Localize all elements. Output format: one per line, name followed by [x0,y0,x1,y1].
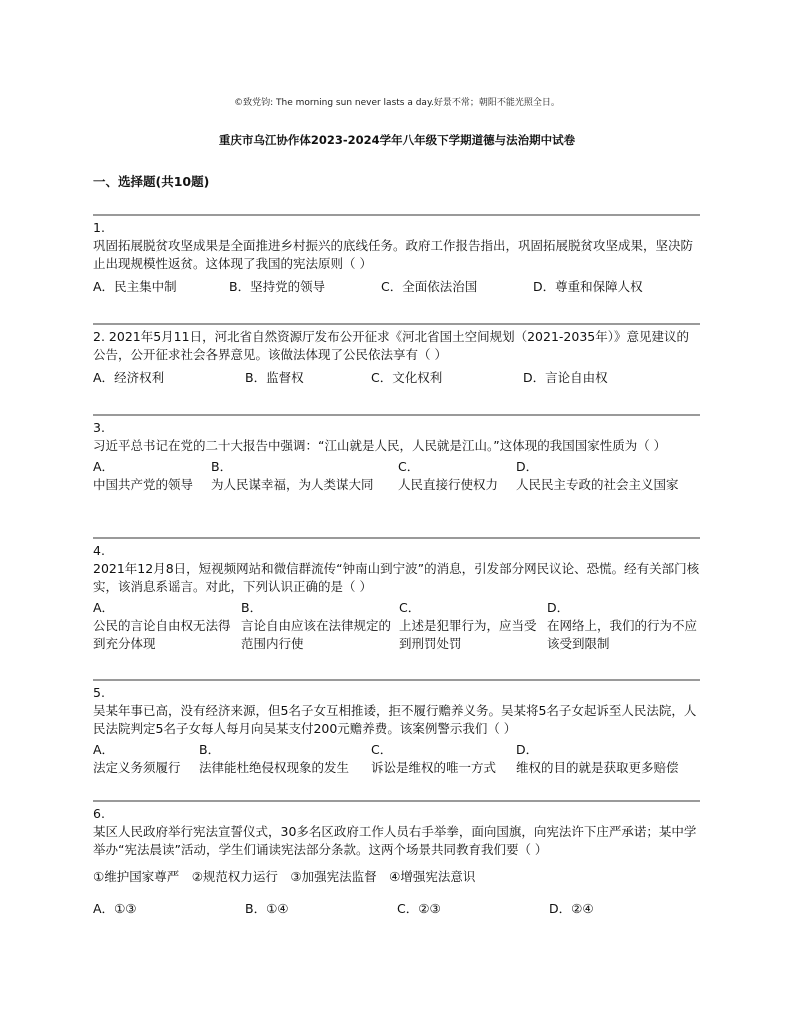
option-letter: A． [93,279,115,294]
option-text: ②③ [418,901,441,916]
question-4 [93,537,700,653]
option-text: ②④ [571,901,594,916]
question-number: 3. [93,420,105,435]
option-d[interactable] [516,458,698,494]
option-c[interactable] [397,900,549,918]
option-text: 民主集中制 [114,279,177,294]
motto-line: ©致党钧: The morning sun never lasts a day.好景不常；朝阳不能光照全日。 [234,98,560,108]
option-text: 在网络上，我们的行为不应该受到限制 [547,618,698,651]
option-c[interactable] [399,599,547,653]
option-b[interactable] [245,369,371,387]
option-letter: B． [199,742,221,757]
option-b[interactable] [211,458,398,494]
option-letter: B． [211,459,233,474]
option-letter: D． [547,600,570,615]
question-number: 4. [93,543,105,558]
option-letter: A． [93,370,115,385]
option-text: 公民的言论自由权无法得到充分体现 [93,618,231,651]
option-text: 法定义务须履行 [93,760,181,775]
question-stem: 2. 2021年5月11日，河北省自然资源厅发布公开征求《河北省国土空间规划（2021-2035年）》意见建议的公告，公开征求社会各界意见。该做法体现了公民依法享有（ ） [93,329,689,362]
question-stem: 习近平总书记在党的二十大报告中强调：“江山就是人民，人民就是江山。”这体现的我国国家性质为（ ） [93,438,667,453]
option-b[interactable] [241,599,399,653]
option-d[interactable] [547,599,699,653]
option-a[interactable] [93,599,241,653]
question-stem: 某区人民政府举行宪法宣誓仪式，30多名区政府工作人员右手举拳，面向国旗，向宪法许下庄严承诺；某中学举办“宪法晨读”活动，学生们诵读宪法部分条款。这两个场景共同教育我们要（ ） [93,824,697,857]
option-letter: B． [241,600,263,615]
option-text: 中国共产党的领导 [93,477,194,492]
question-6 [93,800,700,918]
option-letter: A． [93,901,115,916]
option-c[interactable] [371,369,523,387]
option-a[interactable] [93,458,211,494]
option-a[interactable] [93,900,245,918]
option-text: 人民民主专政的社会主义国家 [516,477,679,492]
option-letter: D． [516,742,539,757]
option-letter: C． [399,600,421,615]
option-text: 言论自由应该在法律规定的范围内行使 [241,618,392,651]
question-stem: 吴某年事已高，没有经济来源，但5名子女互相推诿，拒不履行赡养义务。吴某将5名子女起诉至人民法院，人民法院判定5名子女每人每月向吴某支付200元赡养费。该案例警示我们（ ） [93,703,697,736]
option-letter: B． [245,901,267,916]
option-c[interactable] [381,278,533,296]
options-row [93,458,700,494]
option-text: 坚持党的领导 [250,279,326,294]
option-letter: C． [371,742,393,757]
statement-choices: ①维护国家尊严 ②规范权力运行 ③加强宪法监督 ④增强宪法意识 [93,869,476,884]
question-stem: 2021年12月8日，短视频网站和微信群流传“钟南山到宁波”的消息，引发部分网民议论、恐慌。经有关部门核实，该消息系谣言。对此，下列认识正确的是（ ） [93,561,700,594]
option-text: 尊重和保障人权 [555,279,643,294]
option-text: 言论自由权 [545,370,608,385]
option-a[interactable] [93,741,199,777]
option-text: 监督权 [266,370,304,385]
option-d[interactable] [523,369,608,387]
options-row [93,278,700,296]
option-d[interactable] [549,900,594,918]
option-a[interactable] [93,369,245,387]
option-c[interactable] [398,458,516,494]
option-text: 维权的目的就是获取更多赔偿 [516,760,679,775]
question-number: 5. [93,685,105,700]
option-letter: D． [533,279,556,294]
option-b[interactable] [199,741,371,777]
option-text: 全面依法治国 [402,279,478,294]
option-d[interactable] [533,278,643,296]
option-text: 诉讼是维权的唯一方式 [371,760,497,775]
question-number: 6. [93,806,105,821]
options-row [93,741,700,777]
option-letter: C． [371,370,393,385]
question-stem: 巩固拓展脱贫攻坚成果是全面推进乡村振兴的底线任务。政府工作报告指出，巩固拓展脱贫攻坚成果，坚决防止出现规模性返贫。这体现了我国的宪法原则（ ） [93,238,694,271]
option-c[interactable] [371,741,516,777]
option-letter: C． [398,459,420,474]
option-letter: B． [229,279,251,294]
question-2 [93,323,700,387]
options-row [93,599,700,653]
option-letter: A． [93,600,115,615]
option-text: 经济权利 [114,370,165,385]
option-letter: D． [516,459,539,474]
section-heading: 一、选择题(共10题) [93,174,210,189]
option-text: 文化权利 [392,370,443,385]
option-text: 上述是犯罪行为，应当受到刑罚处罚 [399,618,537,651]
option-letter: D． [523,370,546,385]
option-letter: D． [549,901,572,916]
option-letter: A． [93,742,115,757]
option-text: 法律能杜绝侵权现象的发生 [199,760,350,775]
option-b[interactable] [229,278,381,296]
option-d[interactable] [516,741,700,777]
question-3 [93,414,700,494]
question-number: 1. [93,220,105,235]
option-letter: B． [245,370,267,385]
option-letter: A． [93,459,115,474]
question-1 [93,214,700,296]
option-text: ①④ [266,901,289,916]
question-number: 2. [93,329,105,344]
question-5 [93,679,700,777]
option-text: ①③ [114,901,137,916]
options-row [93,369,700,387]
option-text: 人民直接行使权力 [398,477,499,492]
option-letter: C． [381,279,403,294]
option-b[interactable] [245,900,397,918]
option-letter: C． [397,901,419,916]
option-a[interactable] [93,278,229,296]
exam-title: 重庆市乌江协作体2023-2024学年八年级下学期道德与法治期中试卷 [218,133,576,147]
options-row [93,900,700,918]
option-text: 为人民谋幸福，为人类谋大同 [211,477,374,492]
